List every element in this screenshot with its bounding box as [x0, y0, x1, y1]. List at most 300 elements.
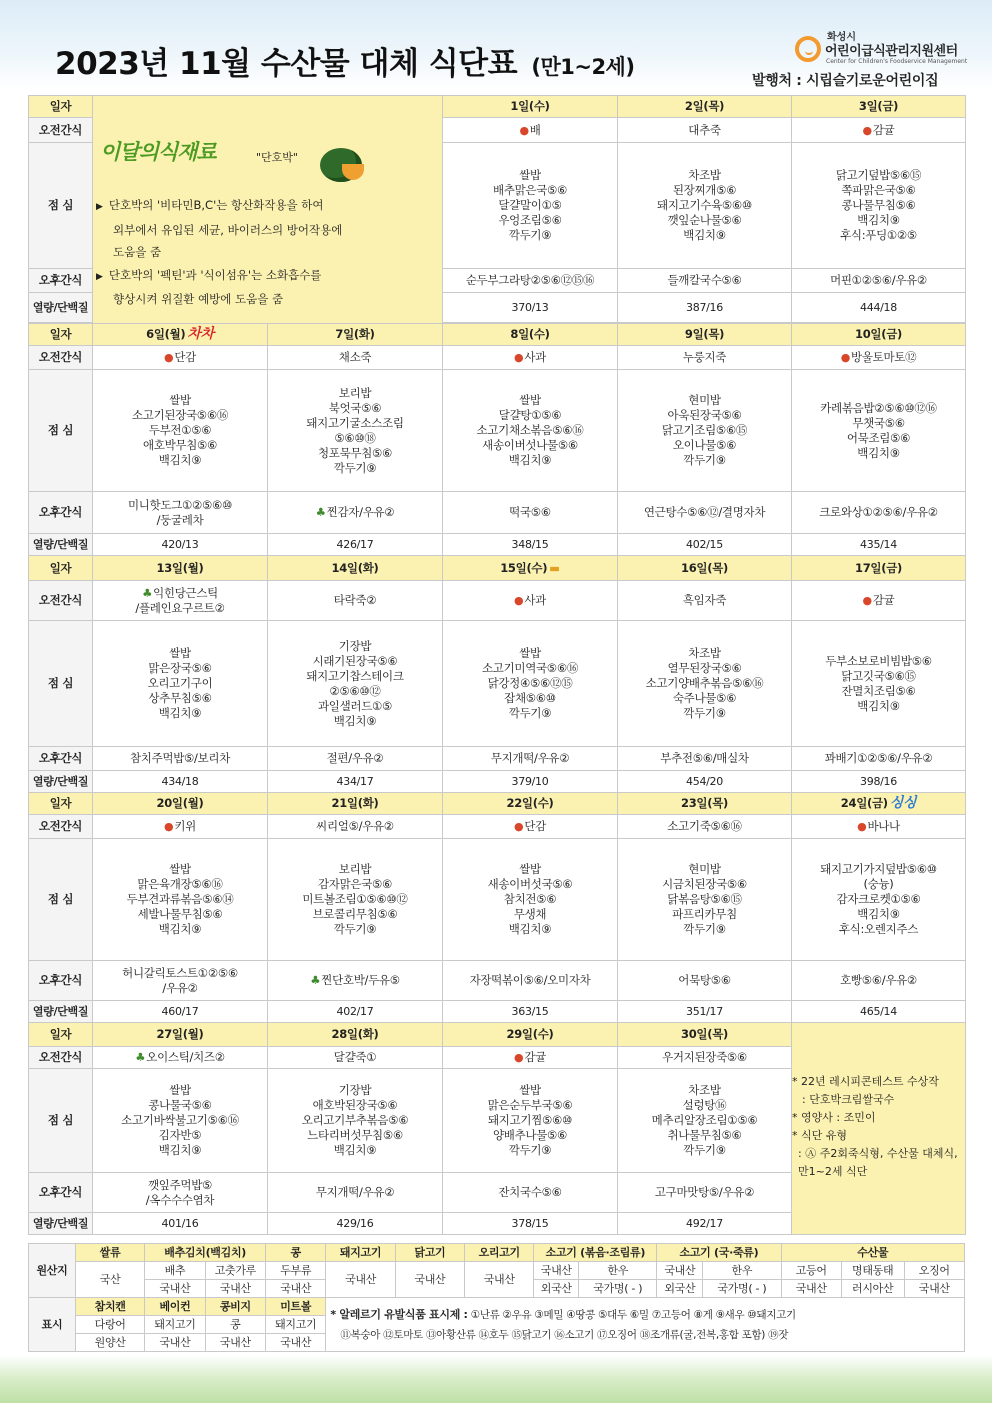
lunch-item: 북엇국⑤⑥: [328, 400, 382, 415]
am-snack: [443, 1047, 618, 1069]
lunch-item: 백김치⑨: [857, 698, 900, 713]
origin-value: 러시아산: [841, 1280, 904, 1298]
am-snack-text: 사과: [524, 350, 546, 364]
lunch-item: 백김치⑨: [158, 706, 202, 720]
pm-snack: 순두부그라탕②⑤⑥⑫⑮⑯: [443, 269, 618, 293]
lunch-cell: [268, 1069, 443, 1173]
lunch-item: 백김치⑨: [857, 213, 900, 227]
origin-value: 원양산: [75, 1334, 144, 1352]
date-cell: 28일(화): [268, 1023, 443, 1047]
pm-item: 미니핫도그①②⑤⑥⑩: [127, 497, 233, 512]
am-snack-text: 감귤: [872, 593, 895, 607]
label-lunch: 점 심: [29, 370, 93, 492]
date-cell: [792, 793, 966, 815]
lunch-item: 깍두기⑨: [508, 228, 552, 242]
kcal-cell: 401/16: [93, 1213, 268, 1235]
lunch-item: 오이나물⑤⑥: [672, 438, 737, 452]
kcal-cell: 429/16: [268, 1213, 443, 1235]
am-snack-text: 단감: [524, 819, 546, 833]
pm-snack: [93, 492, 268, 534]
pm-snack: 고구마맛탕⑤/우유②: [618, 1173, 792, 1213]
date-cell: 13일(월): [93, 556, 268, 581]
am-snack: [792, 118, 966, 143]
pm-snack: 크로와상①②⑤⑥/우유②: [792, 492, 966, 534]
pumpkin-slice-icon: [342, 164, 364, 180]
lunch-item: 소고기양배추볶음⑤⑥⑯: [645, 676, 764, 690]
lunch-item: 설렁탕⑯: [682, 1098, 727, 1112]
lunch-item: 파프리카무침: [672, 907, 737, 921]
kcal-cell: 420/13: [93, 534, 268, 556]
logo-city: 화성시: [827, 32, 856, 43]
origin-sub: 국내산: [534, 1262, 579, 1280]
lunch-cell: [792, 143, 966, 269]
lunch-cell: [618, 370, 792, 492]
lunch-item: 닭고기덮밥⑤⑥⑮: [835, 168, 922, 182]
kcal-cell: 460/17: [93, 1001, 268, 1023]
origin-sub: 돼지고기: [266, 1316, 326, 1334]
lunch-item: ②⑤⑥⑩⑫: [329, 683, 381, 698]
kcal-cell: 426/17: [268, 534, 443, 556]
origin-sub: 한우: [703, 1262, 781, 1280]
lunch-item: 숙주나물⑤⑥: [672, 691, 737, 705]
date-cell: 9일(목): [618, 324, 792, 346]
am-snack: [792, 581, 966, 621]
lunch-item: 미트볼조림①⑤⑥⑩⑫: [302, 892, 408, 906]
lunch-cell: [792, 839, 966, 961]
ingredient-line: 향상시켜 위질환 예방에 도움을 줌: [113, 292, 284, 306]
lunch-item: 돼지고기굴소스조림: [306, 415, 404, 430]
lunch-item: 잡채⑤⑥⑩: [504, 691, 556, 705]
am-snack-text: 단감: [174, 350, 196, 364]
logo-name: 어린이급식관리지원센터: [825, 44, 958, 59]
label-am-snack: 오전간식: [29, 118, 93, 143]
lunch-item: 맑은육개장⑤⑥⑯: [137, 877, 223, 891]
lunch-cell: [792, 370, 966, 492]
date-cell: 27일(월): [93, 1023, 268, 1047]
lunch-item: 브로콜리무침⑤⑥: [312, 907, 398, 921]
note-line: * 22년 레시피콘테스트 수상작: [792, 1075, 939, 1088]
pm-snack: 어묵탕⑤⑥: [618, 961, 792, 1001]
ingredient-of-month: [92, 128, 438, 320]
label-kcal: 열량/단백질: [29, 534, 93, 556]
lunch-item: 청포묵무침⑤⑥: [317, 445, 393, 460]
lunch-item: 쪽파맑은국⑤⑥: [841, 183, 916, 197]
pm-item: /둥굴레차: [156, 512, 204, 527]
am-snack: [443, 118, 618, 143]
label-kcal: 열량/단백질: [29, 1001, 93, 1023]
lunch-item: 양배추나물⑤⑥: [492, 1128, 568, 1142]
origin-head: 미트볼: [266, 1298, 326, 1316]
lunch-item: 기장밥: [338, 1083, 372, 1097]
lunch-cell: [93, 839, 268, 961]
origin-value: 국내산: [266, 1280, 326, 1298]
lunch-item: 깍두기⑨: [508, 1143, 552, 1157]
kcal-cell: 465/14: [792, 1001, 966, 1023]
kcal-cell: 398/16: [792, 771, 966, 793]
tea-day-tag: 차차: [187, 326, 214, 342]
am-snack: 누룽지죽: [618, 346, 792, 370]
am-snack: [443, 581, 618, 621]
label-kcal: 열량/단백질: [29, 1213, 93, 1235]
potato-icon: [316, 505, 327, 519]
am-snack: [93, 346, 268, 370]
origin-value: 국내산: [395, 1262, 464, 1298]
am-snack-text: 감귤: [872, 122, 895, 137]
origin-head: 콩비지: [205, 1298, 265, 1316]
lunch-item: 쌀밥: [169, 393, 191, 407]
origin-sub: 다랑어: [75, 1316, 144, 1334]
fruit-icon: [164, 350, 174, 364]
lunch-item: 깍두기⑨: [683, 922, 726, 936]
pumpkin-icon: [310, 973, 321, 987]
am-snack: 달걀죽①: [268, 1047, 443, 1069]
date-cell: 8일(수): [443, 324, 618, 346]
lunch-item: 달걀탕①⑤⑥: [498, 408, 562, 422]
note-line: : 단호박크림쌀국수: [802, 1093, 895, 1106]
lunch-cell: [268, 839, 443, 961]
lunch-item: 백김치⑨: [158, 1143, 202, 1157]
origin-value: 국내산: [326, 1262, 395, 1298]
origin-value: 국내산: [205, 1280, 265, 1298]
pm-item: 허니갈릭토스트①②⑤⑥: [122, 965, 238, 980]
allergy-notice: [326, 1298, 965, 1352]
lunch-item: ⑤⑥⑩⑱: [334, 430, 376, 445]
date-cell: 10일(금): [792, 324, 966, 346]
am-snack-text: /플레인요구르트②: [135, 600, 225, 615]
pm-item: 찐감자/우유②: [326, 505, 395, 519]
date-cell: 2일(목): [618, 96, 792, 118]
origin-head: 소고기 (볶음·조림류): [534, 1244, 657, 1262]
origin-head: 참치캔: [75, 1298, 144, 1316]
origin-value: 국가명( - ): [579, 1280, 657, 1298]
am-snack-text: 배: [529, 122, 541, 137]
lunch-item: 배추맑은국⑤⑥: [492, 183, 568, 197]
pm-snack: 호빵⑤⑥/우유②: [792, 961, 966, 1001]
lunch-item: 깻잎순나물⑤⑥: [667, 213, 742, 227]
lunch-item: 맑은순두부국⑤⑥: [487, 1098, 573, 1112]
kcal-cell: 444/18: [792, 293, 966, 323]
title-text: 2023년 11월 수산물 대체 식단표: [55, 46, 518, 82]
origin-sub: 두부류: [266, 1262, 326, 1280]
am-snack: 흑임자죽: [618, 581, 792, 621]
lunch-cell: [618, 621, 792, 747]
ingredient-line: ▶ 단호박의 '비타민B,C'는 항산화작용을 하여: [96, 194, 436, 219]
lunch-item: 깍두기⑨: [683, 1143, 726, 1157]
origin-value: 외국산: [534, 1280, 579, 1298]
am-snack-text: 바나나: [867, 819, 900, 833]
lunch-cell: [792, 621, 966, 747]
fruit-icon: [519, 123, 529, 137]
lunch-item: (숭늉): [863, 877, 894, 891]
origin-sub: 국내산: [657, 1262, 703, 1280]
lunch-item: 달걀말이①⑤: [498, 198, 562, 212]
allergy-list: ⑪복숭아 ⑫토마토 ⑬아황산류 ⑭호두 ⑮닭고기 ⑯소고기 ⑰오징어 ⑱조개류(굴,전복,홍합 포함) ⑲잣: [340, 1328, 789, 1341]
pm-item: 깻잎주먹밥⑤: [147, 1177, 213, 1192]
am-snack: 타락죽②: [268, 581, 443, 621]
note-line: * 영양사 : 조민이: [792, 1111, 876, 1124]
lunch-item: 두부견과류볶음⑤⑥⑭: [126, 892, 234, 906]
origin-head: 쌀류: [75, 1244, 144, 1262]
date-text: 15일(수): [500, 560, 548, 575]
am-snack: [93, 1047, 268, 1069]
kcal-cell: 363/15: [443, 1001, 618, 1023]
lunch-item: 쌀밥: [519, 646, 541, 660]
center-logo: [795, 28, 968, 68]
note-line: : Ⓐ 주2회죽식형, 수산물 대체식, 만1~2세 식단: [798, 1147, 958, 1178]
allergy-list: ①난류 ②우유 ③메밀 ④땅콩 ⑤대두 ⑥밀 ⑦고등어 ⑧게 ⑨새우 ⑩돼지고기: [470, 1308, 796, 1321]
lunch-item: 후식:푸딩①②⑤: [840, 228, 917, 242]
pm-snack: 절편/우유②: [268, 747, 443, 771]
lunch-item: 차조밥: [688, 168, 721, 182]
pm-snack: 꽈배기①②⑤⑥/우유②: [792, 747, 966, 771]
am-snack: [792, 346, 966, 370]
lunch-item: 두부소보로비빔밥⑤⑥: [825, 653, 932, 668]
lunch-item: 닭고깃국⑤⑥⑮: [841, 668, 916, 683]
am-snack: 씨리얼⑤/우유②: [268, 815, 443, 839]
lunch-item: 현미밥: [688, 393, 721, 407]
lunch-item: 보리밥: [338, 385, 372, 400]
label-pm-snack: 오후간식: [29, 961, 93, 1001]
date-text: 6일(월): [146, 327, 186, 341]
lunch-item: 애호박무침⑤⑥: [142, 438, 218, 452]
origin-value: 외국산: [657, 1280, 703, 1298]
date-cell: 7일(화): [268, 324, 443, 346]
origin-value: 국산: [75, 1262, 144, 1298]
origin-value: 국내산: [465, 1262, 534, 1298]
origin-head: 수산물: [781, 1244, 964, 1262]
origin-sub: 콩: [205, 1316, 265, 1334]
fruit-icon: [857, 819, 867, 833]
kcal-cell: 351/17: [618, 1001, 792, 1023]
lunch-item: 백김치⑨: [508, 922, 552, 936]
am-snack: [443, 815, 618, 839]
lunch-cell: [443, 839, 618, 961]
label-am-snack: 오전간식: [29, 1047, 93, 1069]
label-date: 일자: [29, 793, 93, 815]
lunch-cell: [268, 370, 443, 492]
label-pm-snack: 오후간식: [29, 1173, 93, 1213]
page-title: [55, 38, 634, 83]
lunch-item: 시래기된장국⑤⑥: [312, 653, 398, 668]
kcal-cell: 492/17: [618, 1213, 792, 1235]
pm-snack: 잔치국수⑤⑥: [443, 1173, 618, 1213]
pm-snack: 자장떡볶이⑤⑥/오미자차: [443, 961, 618, 1001]
publisher: 발행처 : 시립슬기로운어린이집: [752, 73, 939, 89]
lunch-item: 백김치⑨: [683, 228, 726, 242]
am-snack-text: 오이스틱/치즈②: [146, 1050, 225, 1064]
notes: [792, 1073, 964, 1181]
origin-sub: 한우: [579, 1262, 657, 1280]
lunch-item: 우엉조림⑤⑥: [498, 213, 562, 227]
pm-snack: 무지개떡/우유②: [443, 747, 618, 771]
label-lunch: 점 심: [29, 839, 93, 961]
origin-sub: 고춧가루: [205, 1262, 265, 1280]
origin-value: 국내산: [145, 1334, 205, 1352]
allergy-title: * 알레르기 유발식품 표시제 :: [330, 1307, 468, 1321]
lunch-item: 깍두기⑨: [683, 453, 726, 467]
fruit-icon: [841, 350, 851, 364]
am-snack: [93, 815, 268, 839]
lunch-item: 소고기바싹불고기⑤⑥⑯: [121, 1113, 239, 1127]
am-snack: 소고기죽⑤⑥⑯: [618, 815, 792, 839]
label-date: 일자: [29, 324, 93, 346]
lunch-item: 상추무침⑤⑥: [148, 691, 212, 705]
lunch-item: 기장밥: [338, 638, 372, 653]
lunch-item: 백김치⑨: [333, 1143, 377, 1157]
lunch-item: 무챗국⑤⑥: [852, 415, 905, 430]
label-am-snack: 오전간식: [29, 815, 93, 839]
lunch-item: 애호박된장국⑤⑥: [312, 1098, 398, 1112]
lunch-item: 소고기된장국⑤⑥⑯: [131, 408, 229, 422]
pm-snack: [268, 492, 443, 534]
pm-snack: 부추전⑤⑥/매실차: [618, 747, 792, 771]
am-snack: 대추죽: [618, 118, 792, 143]
fruit-icon: [164, 819, 174, 833]
lunch-cell: [618, 1069, 792, 1173]
note-line: * 식단 유형: [792, 1129, 847, 1142]
lunch-item: 맑은장국⑤⑥: [148, 661, 212, 675]
origin-sub: 고등어: [781, 1262, 841, 1280]
lunch-cell: [443, 1069, 618, 1173]
lunch-cell: [93, 1069, 268, 1173]
ingredient-title: 이달의식재료: [100, 140, 216, 164]
lunch-item: 시금치된장국⑤⑥: [662, 877, 747, 891]
date-cell: [93, 324, 268, 346]
origin-head: 베이컨: [145, 1298, 205, 1316]
cake-icon: ▬: [549, 560, 560, 575]
smile-logo-icon: [795, 36, 821, 62]
date-cell: 17일(금): [792, 556, 966, 581]
am-snack-text: 키위: [174, 819, 196, 833]
am-snack-text: 감귤: [524, 1050, 546, 1064]
lunch-item: 무생채: [513, 907, 547, 921]
label-kcal: 열량/단백질: [29, 293, 93, 323]
pm-snack: 머핀①②⑤⑥/우유②: [792, 269, 966, 293]
kcal-cell: 454/20: [618, 771, 792, 793]
lunch-item: 깍두기⑨: [683, 706, 726, 720]
kcal-cell: 434/18: [93, 771, 268, 793]
lunch-item: 쌀밥: [169, 862, 191, 876]
lunch-item: 닭고기조림⑤⑥⑮: [661, 423, 748, 437]
origin-label: 표시: [29, 1298, 76, 1352]
am-snack-text: 방울토마토⑫: [851, 350, 917, 364]
lunch-cell: [443, 370, 618, 492]
lunch-item: 콩나물무침⑤⑥: [841, 198, 916, 212]
date-cell: 1일(수): [443, 96, 618, 118]
cucumber-icon: [135, 1050, 146, 1064]
lunch-item: 깍두기⑨: [333, 922, 377, 936]
date-cell: 16일(목): [618, 556, 792, 581]
pm-snack: 떡국⑤⑥: [443, 492, 618, 534]
pm-snack: [93, 961, 268, 1001]
origin-sub: 명태동태: [841, 1262, 904, 1280]
label-date: 일자: [29, 1023, 93, 1047]
lunch-item: 메추리알장조림①⑤⑥: [651, 1113, 758, 1127]
origin-value: 국내산: [266, 1334, 326, 1352]
lunch-item: 쌀밥: [519, 168, 541, 182]
kcal-cell: 387/16: [618, 293, 792, 323]
label-kcal: 열량/단백질: [29, 771, 93, 793]
am-snack: 채소죽: [268, 346, 443, 370]
kcal-cell: 435/14: [792, 534, 966, 556]
kcal-cell: 378/15: [443, 1213, 618, 1235]
lunch-item: 오리고기구이: [147, 676, 213, 690]
logo-english: Center for Children's Foodservice Management: [826, 58, 968, 65]
label-date: 일자: [29, 556, 93, 581]
am-snack: 우거지된장죽⑤⑥: [618, 1047, 792, 1069]
lunch-item: 아욱된장국⑤⑥: [667, 408, 742, 422]
origin-head: 닭고기: [395, 1244, 464, 1262]
lunch-cell: [268, 621, 443, 747]
ingredient-line: ▶ 단호박의 '펙틴'과 '식이섬유'는 소화흡수를: [96, 264, 436, 289]
date-cell: 20일(월): [93, 793, 268, 815]
date-cell: 30일(목): [618, 1023, 792, 1047]
pm-snack: [93, 1173, 268, 1213]
kcal-cell: 379/10: [443, 771, 618, 793]
lunch-cell: [93, 370, 268, 492]
label-am-snack: 오전간식: [29, 581, 93, 621]
lunch-item: 돼지고기찹스테이크: [306, 668, 404, 683]
lunch-item: 잔멸치조림⑤⑥: [841, 683, 916, 698]
lunch-item: 세발나물무침⑤⑥: [137, 907, 223, 921]
lunch-item: 백김치⑨: [857, 907, 900, 921]
lunch-item: 두부전①⑤⑥: [148, 423, 212, 437]
label-pm-snack: 오후간식: [29, 747, 93, 771]
lunch-item: 백김치⑨: [857, 445, 900, 460]
lunch-item: 새송이버섯나물⑤⑥: [482, 438, 578, 452]
lunch-item: 열무된장국⑤⑥: [667, 661, 742, 675]
pm-snack: [268, 961, 443, 1001]
origin-head: 배추김치(백김치): [145, 1244, 266, 1262]
label-date: 일자: [29, 96, 93, 118]
footer-background: [0, 1355, 992, 1403]
lunch-item: 현미밥: [688, 862, 721, 876]
am-snack-text: 사과: [524, 593, 546, 607]
origin-value: 국내산: [904, 1280, 965, 1298]
origin-head: 콩: [266, 1244, 326, 1262]
lunch-cell: [443, 143, 618, 269]
lunch-item: 쌀밥: [169, 1083, 191, 1097]
lunch-item: 콩나물국⑤⑥: [148, 1098, 212, 1112]
lunch-item: 돼지고기찜⑤⑥⑩: [487, 1113, 573, 1127]
label-lunch: 점 심: [29, 621, 93, 747]
origin-value: 국내산: [145, 1280, 205, 1298]
lunch-item: 새송이버섯국⑤⑥: [487, 877, 573, 891]
origin-table: [28, 1243, 965, 1352]
lunch-item: 어묵조림⑤⑥: [846, 430, 911, 445]
lunch-item: 오리고기부추볶음⑤⑥: [301, 1113, 409, 1127]
title-age: (만1~2세): [531, 55, 635, 79]
lunch-item: 백김치⑨: [158, 922, 202, 936]
lunch-item: 취나물무침⑤⑥: [667, 1128, 742, 1142]
date-cell: 29일(수): [443, 1023, 618, 1047]
pm-snack: 들깨칼국수⑤⑥: [618, 269, 792, 293]
am-snack-text: 익힌당근스틱: [153, 585, 218, 600]
lunch-cell: [618, 839, 792, 961]
lunch-item: 백김치⑨: [508, 453, 552, 467]
label-pm-snack: 오후간식: [29, 269, 93, 293]
lunch-item: 김자반⑤: [158, 1128, 202, 1142]
date-text: 24일(금): [840, 796, 888, 810]
date-cell: 23일(목): [618, 793, 792, 815]
lunch-cell: [618, 143, 792, 269]
fruit-icon: [514, 1050, 524, 1064]
origin-head: 소고기 (국·죽류): [657, 1244, 781, 1262]
lunch-item: 카레볶음밥②⑤⑥⑩⑫⑯: [820, 400, 937, 415]
kcal-cell: 434/17: [268, 771, 443, 793]
label-lunch: 점 심: [29, 143, 93, 269]
lunch-item: 쌀밥: [519, 1083, 541, 1097]
